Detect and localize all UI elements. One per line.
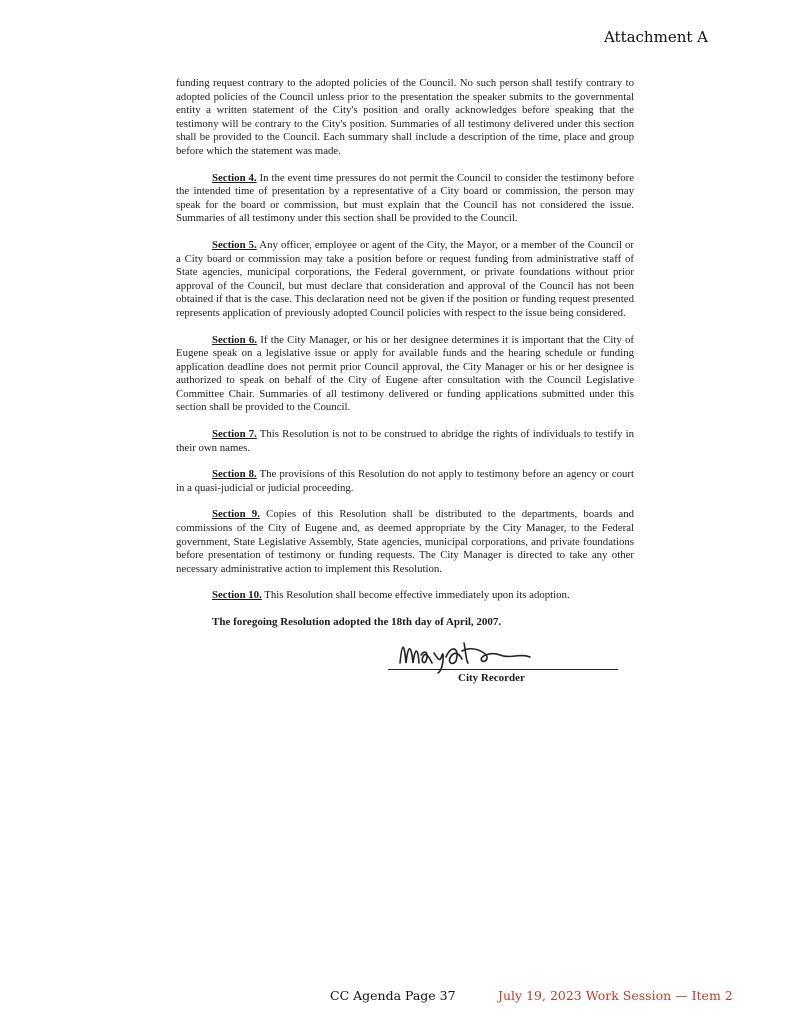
- section-5-text: Any officer, employee or agent of the City, the Mayor, or a member of the Council or a City board or commission may take a position before or request funding from administrative staff of State agencies, municipal corporations, the Federal government, or private foundations without prior approval of the Council, but must declare that consideration and approval of the Council has not been obtained if that is the case. This declaration need not be given if the position or funding request presented represents application of previously adopted Council policies with respect to the issue being considered.: [176, 238, 634, 319]
- adoption-statement: The foregoing Resolution adopted the 18th day of April, 2007.: [212, 616, 502, 628]
- section-10-text: This Resolution shall become effective immediately upon its adoption.: [261, 589, 570, 602]
- paragraph-intro: funding request contrary to the adopted policies of the Council. No such person shall testify contrary to adopted policies of the Council unless prior to the presentation the speaker submits to the governmental entity a written statement of the City's position and orally acknowledges before speaking that the testimony will be contrary to the City's position. Summaries of all testimony delivered under this section shall be provided to the Council. Each summary shall include a description of the time, place and group before which the statement was made.: [176, 77, 634, 157]
- section-7: [176, 428, 634, 455]
- section-4-label: Section 4.: [212, 171, 257, 184]
- section-6: [176, 334, 634, 416]
- signature-line: [388, 669, 618, 670]
- section-9-label: Section 9.: [212, 508, 260, 521]
- resolution-scan: [176, 77, 634, 691]
- footer-session: July 19, 2023 Work Session — Item 2: [498, 988, 733, 1003]
- section-7-text: This Resolution is not to be construed to abridge the rights of individuals to testify in their own names.: [176, 428, 634, 454]
- attachment-label: Attachment A: [603, 28, 708, 46]
- section-8: [176, 468, 634, 495]
- signature-block: [388, 643, 618, 691]
- section-8-label: Section 8.: [212, 468, 257, 481]
- section-10-label: Section 10.: [212, 589, 262, 602]
- city-recorder-label: City Recorder: [458, 671, 525, 684]
- section-4-text: In the event time pressures do not permit the Council to consider the testimony before the intended time of presentation by a representative of a City board or commission, the person may speak for the board or commission, but must explain that the Council has not considered the issue. Summaries of all testimony under this section shall be provided to the Council.: [176, 171, 634, 225]
- section-6-label: Section 6.: [212, 333, 257, 346]
- footer-page-number: CC Agenda Page 37: [330, 988, 456, 1003]
- section-4: [176, 172, 634, 226]
- section-7-label: Section 7.: [212, 428, 257, 441]
- section-10: [176, 589, 634, 603]
- section-8-text: The provisions of this Resolution do not apply to testimony before an agency or court in a quasi-judicial or judicial proceeding.: [176, 468, 634, 494]
- section-5: [176, 239, 634, 321]
- section-9: [176, 508, 634, 576]
- section-5-label: Section 5.: [212, 238, 257, 251]
- handwritten-signature: [394, 633, 554, 677]
- section-6-text: If the City Manager, or his or her designee determines it is important that the City of Eugene speak on a legislative issue or apply for available funds and the hearing schedule or funding application deadline does not permit prior Council approval, the City Manager or his or her designee is authorized to speak on behalf of the City of Eugene after consultation with the Council Legislative Committee Chair. Summaries of all testimony delivered or funding applications submitted under this section shall be provided to the Council.: [176, 333, 634, 414]
- section-9-text: Copies of this Resolution shall be distributed to the departments, boards and commissions of the City of Eugene and, as deemed appropriate by the City Manager, to the Federal government, State Legislative Assembly, State agencies, municipal corporations, and private foundations before presentation of testimony or funding requests. The City Manager is directed to take any other necessary administrative action to implement this Resolution.: [176, 508, 634, 575]
